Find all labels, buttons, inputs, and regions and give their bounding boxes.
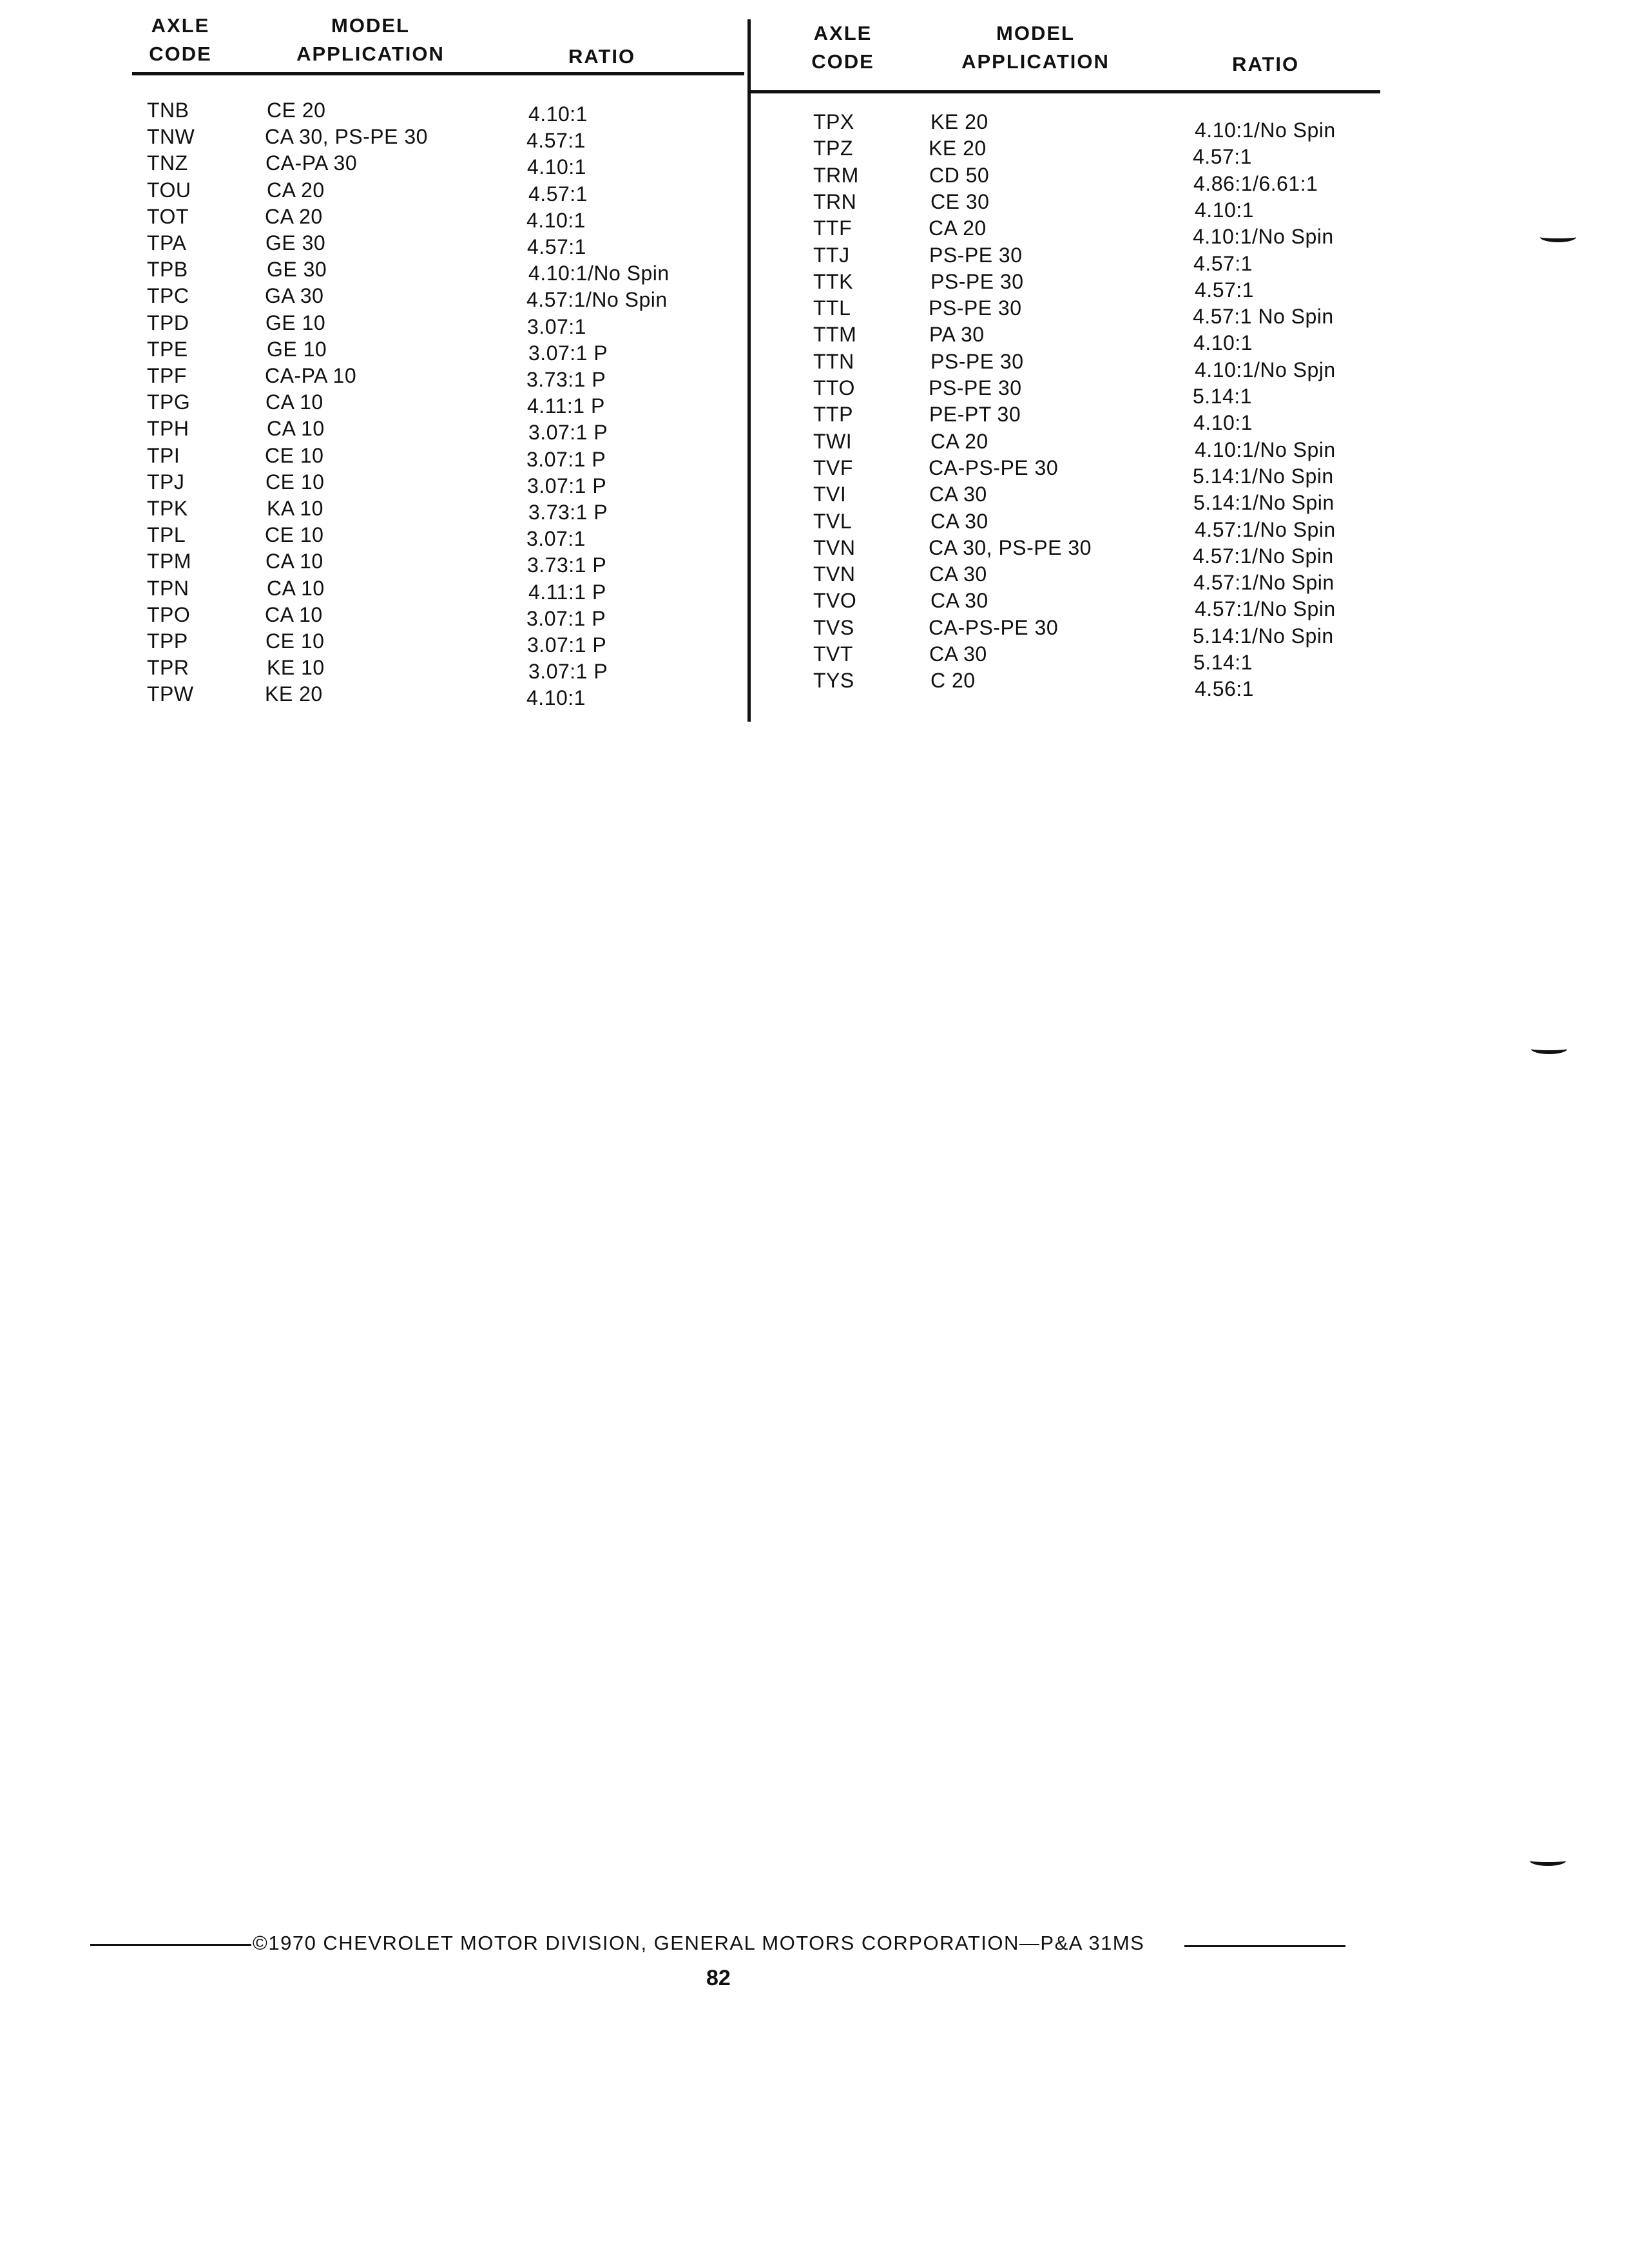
left-row-ratio: 3.07:1 P xyxy=(526,606,606,630)
left-row-code: TPD xyxy=(147,311,189,334)
right-row-model: KE 20 xyxy=(929,137,987,160)
page-number: 82 xyxy=(706,1966,731,1990)
right-row-ratio: 4.10:1/No Spin xyxy=(1195,119,1336,142)
left-row-model: CA 10 xyxy=(265,602,323,626)
left-row-model: CE 20 xyxy=(267,99,326,122)
right-row-code: TTF xyxy=(813,216,853,240)
right-row-ratio: 4.10:1 xyxy=(1195,198,1254,222)
footer-rule-left xyxy=(90,1944,251,1946)
left-header-ratio: RATIO xyxy=(568,45,636,68)
left-header-rule xyxy=(132,72,744,75)
footer-copyright: ©1970 CHEVROLET MOTOR DIVISION, GENERAL MOTORS CORPORATION—P&A 31MS xyxy=(253,1932,1145,1954)
right-row-model: PS-PE 30 xyxy=(929,296,1022,320)
right-row-code: TVN xyxy=(813,535,856,559)
right-row-model: PS-PE 30 xyxy=(930,349,1024,373)
left-row-model: CA-PA 10 xyxy=(265,364,357,387)
left-row-code: TPR xyxy=(147,656,189,680)
left-row-code: TPB xyxy=(147,258,188,282)
right-row-code: TTL xyxy=(813,296,851,320)
right-row-ratio: 4.86:1/6.61:1 xyxy=(1193,171,1318,195)
right-row-model: PS-PE 30 xyxy=(929,376,1022,399)
right-row-code: TRM xyxy=(813,163,859,187)
right-row-ratio: 4.57:1/No Spin xyxy=(1195,597,1336,621)
right-header-code-line2: CODE xyxy=(811,50,874,73)
left-row-model: CA 10 xyxy=(265,550,323,573)
left-row-code: TPK xyxy=(147,497,188,520)
left-row-code: TOU xyxy=(147,178,191,202)
left-row-model: KE 10 xyxy=(267,656,325,680)
right-row-ratio: 5.14:1/No Spin xyxy=(1193,624,1334,648)
right-row-code: TVI xyxy=(813,483,847,506)
left-row-ratio: 4.10:1/No Spin xyxy=(528,262,670,285)
left-header-model-line2: APPLICATION xyxy=(296,43,445,65)
left-row-code: TPA xyxy=(147,231,187,255)
right-row-ratio: 4.57:1 No Spin xyxy=(1193,305,1334,329)
left-row-ratio: 4.10:1 xyxy=(527,155,586,179)
right-row-code: TVS xyxy=(813,615,854,639)
left-header-code-line2: CODE xyxy=(149,43,212,65)
right-row-code: TPZ xyxy=(813,137,853,160)
left-row-ratio: 4.10:1 xyxy=(526,686,586,710)
left-header-model-application xyxy=(277,12,464,68)
right-row-model: CA-PS-PE 30 xyxy=(929,456,1059,479)
left-row-ratio: 3.73:1 P xyxy=(528,501,608,524)
left-row-model: CA-PA 30 xyxy=(265,151,358,175)
left-row-ratio: 3.07:1 P xyxy=(528,341,608,365)
right-row-model: PA 30 xyxy=(929,323,985,347)
right-row-model: CA-PS-PE 30 xyxy=(929,615,1059,639)
left-row-ratio: 4.57:1 xyxy=(526,129,586,153)
right-row-ratio: 4.57:1 xyxy=(1195,278,1254,302)
right-row-model: PE-PT 30 xyxy=(929,403,1021,427)
right-row-ratio: 4.10:1/No Spin xyxy=(1195,437,1336,461)
left-header-model-line1: MODEL xyxy=(331,14,410,37)
right-row-ratio: 4.57:1/No Spin xyxy=(1195,517,1336,541)
right-row-model: KE 20 xyxy=(930,110,988,133)
right-row-model: CD 50 xyxy=(929,163,990,187)
left-row-model: CA 10 xyxy=(265,390,323,414)
right-row-model: CE 30 xyxy=(930,189,990,213)
right-row-code: TRN xyxy=(813,189,857,213)
left-row-ratio: 3.07:1 P xyxy=(527,474,607,497)
right-row-ratio: 5.14:1 xyxy=(1193,385,1252,408)
right-row-model: PS-PE 30 xyxy=(930,269,1024,293)
left-row-model: GE 10 xyxy=(267,337,327,361)
right-row-model: CA 30 xyxy=(930,589,988,613)
left-row-code: TPC xyxy=(147,284,189,308)
left-row-model: CE 10 xyxy=(265,443,324,467)
left-row-code: TPI xyxy=(147,443,180,467)
left-row-ratio: 3.07:1 xyxy=(526,527,586,551)
left-row-ratio: 4.57:1 xyxy=(527,235,586,258)
left-row-ratio: 3.07:1 P xyxy=(528,421,608,445)
right-row-model: C 20 xyxy=(930,669,976,693)
right-row-code: TPX xyxy=(813,110,854,133)
binder-notch-bottom xyxy=(1530,1856,1566,1866)
right-header-axle-code xyxy=(791,19,894,76)
left-row-model: GE 10 xyxy=(265,311,326,334)
left-row-ratio: 3.73:1 P xyxy=(526,368,606,391)
right-row-ratio: 5.14:1 xyxy=(1193,651,1253,674)
right-row-code: TVT xyxy=(813,642,853,666)
left-row-ratio: 4.10:1 xyxy=(528,102,588,126)
left-row-model: CE 10 xyxy=(265,629,325,653)
right-row-code: TTO xyxy=(813,376,855,399)
left-row-ratio: 3.07:1 P xyxy=(527,633,607,657)
right-header-model-line1: MODEL xyxy=(996,22,1075,44)
right-row-model: CA 30 xyxy=(929,642,987,666)
left-row-ratio: 4.10:1 xyxy=(526,208,586,232)
column-divider xyxy=(747,19,751,722)
right-row-code: TWI xyxy=(813,429,853,453)
right-row-code: TVF xyxy=(813,456,853,479)
right-row-code: TTN xyxy=(813,349,854,373)
left-row-ratio: 3.07:1 P xyxy=(528,660,608,684)
left-row-code: TPG xyxy=(147,390,191,414)
right-row-ratio: 4.10:1/No Spin xyxy=(1193,225,1334,249)
right-row-code: TTM xyxy=(813,323,857,347)
right-row-ratio: 5.14:1/No Spin xyxy=(1193,491,1335,515)
left-row-model: CA 30, PS-PE 30 xyxy=(265,125,428,149)
right-row-model: CA 30 xyxy=(929,483,987,506)
right-row-model: CA 20 xyxy=(929,216,987,240)
right-row-model: CA 30, PS-PE 30 xyxy=(929,535,1092,559)
right-row-code: TTK xyxy=(813,269,853,293)
right-row-ratio: 4.10:1 xyxy=(1193,331,1253,355)
right-row-ratio: 4.57:1 xyxy=(1193,251,1253,275)
right-row-code: TTJ xyxy=(813,243,850,267)
right-row-model: PS-PE 30 xyxy=(929,243,1023,267)
right-header-code-line1: AXLE xyxy=(813,22,872,44)
left-row-ratio: 4.57:1 xyxy=(528,182,588,206)
left-row-ratio: 3.07:1 P xyxy=(526,447,606,471)
right-row-model: CA 30 xyxy=(930,509,988,533)
right-header-ratio: RATIO xyxy=(1232,53,1300,75)
left-row-ratio: 3.73:1 P xyxy=(527,553,607,577)
left-row-model: CE 10 xyxy=(265,523,324,547)
left-row-ratio: 4.11:1 P xyxy=(527,394,605,418)
right-row-code: TTP xyxy=(813,403,853,427)
right-row-code: TYS xyxy=(813,669,854,693)
left-row-code: TPO xyxy=(147,602,191,626)
left-row-code: TPL xyxy=(147,523,186,547)
right-row-ratio: 4.10:1 xyxy=(1193,411,1253,435)
left-row-model: GA 30 xyxy=(265,284,324,308)
left-row-model: CE 10 xyxy=(265,470,325,494)
left-row-code: TNZ xyxy=(147,151,188,175)
left-row-ratio: 4.57:1/No Spin xyxy=(526,288,668,312)
left-row-code: TNB xyxy=(147,99,189,122)
binder-notch-top xyxy=(1540,232,1576,242)
right-row-ratio: 4.56:1 xyxy=(1195,677,1254,701)
right-header-model-application xyxy=(942,19,1129,76)
left-row-model: CA 10 xyxy=(267,417,325,441)
right-header-model-line2: APPLICATION xyxy=(961,50,1110,73)
right-row-ratio: 4.57:1/No Spin xyxy=(1193,571,1335,595)
right-row-model: CA 20 xyxy=(930,429,988,453)
left-row-ratio: 3.07:1 xyxy=(527,314,586,338)
left-row-code: TOT xyxy=(147,204,189,228)
left-row-model: GE 30 xyxy=(265,231,326,255)
right-row-ratio: 4.57:1/No Spin xyxy=(1193,544,1334,568)
left-row-ratio: 4.11:1 P xyxy=(528,580,606,604)
left-row-code: TPF xyxy=(147,364,187,387)
right-row-ratio: 4.57:1 xyxy=(1193,145,1252,169)
right-row-code: TVL xyxy=(813,509,853,533)
right-row-code: TVO xyxy=(813,589,857,613)
left-row-model: KE 20 xyxy=(265,682,323,706)
right-row-model: CA 30 xyxy=(929,562,987,586)
left-header-axle-code xyxy=(129,12,232,68)
left-row-model: CA 20 xyxy=(267,178,325,202)
right-header-rule xyxy=(749,90,1380,93)
right-row-ratio: 4.10:1/No Spjn xyxy=(1195,358,1336,381)
left-header-code-line1: AXLE xyxy=(151,14,210,37)
left-row-model: CA 10 xyxy=(267,576,325,600)
left-row-model: GE 30 xyxy=(267,258,327,282)
left-row-code: TPE xyxy=(147,337,188,361)
left-row-model: CA 20 xyxy=(265,204,323,228)
left-row-code: TPH xyxy=(147,417,189,441)
left-row-code: TPM xyxy=(147,550,192,573)
left-row-code: TPP xyxy=(147,629,188,653)
binder-notch-middle xyxy=(1531,1044,1567,1054)
left-row-code: TPW xyxy=(147,682,194,706)
left-row-model: KA 10 xyxy=(267,497,323,520)
left-row-code: TPN xyxy=(147,576,189,600)
left-row-code: TNW xyxy=(147,125,195,149)
right-row-code: TVN xyxy=(813,562,856,586)
footer-rule-right xyxy=(1184,1945,1345,1947)
right-row-ratio: 5.14:1/No Spin xyxy=(1193,464,1334,488)
left-row-code: TPJ xyxy=(147,470,185,494)
